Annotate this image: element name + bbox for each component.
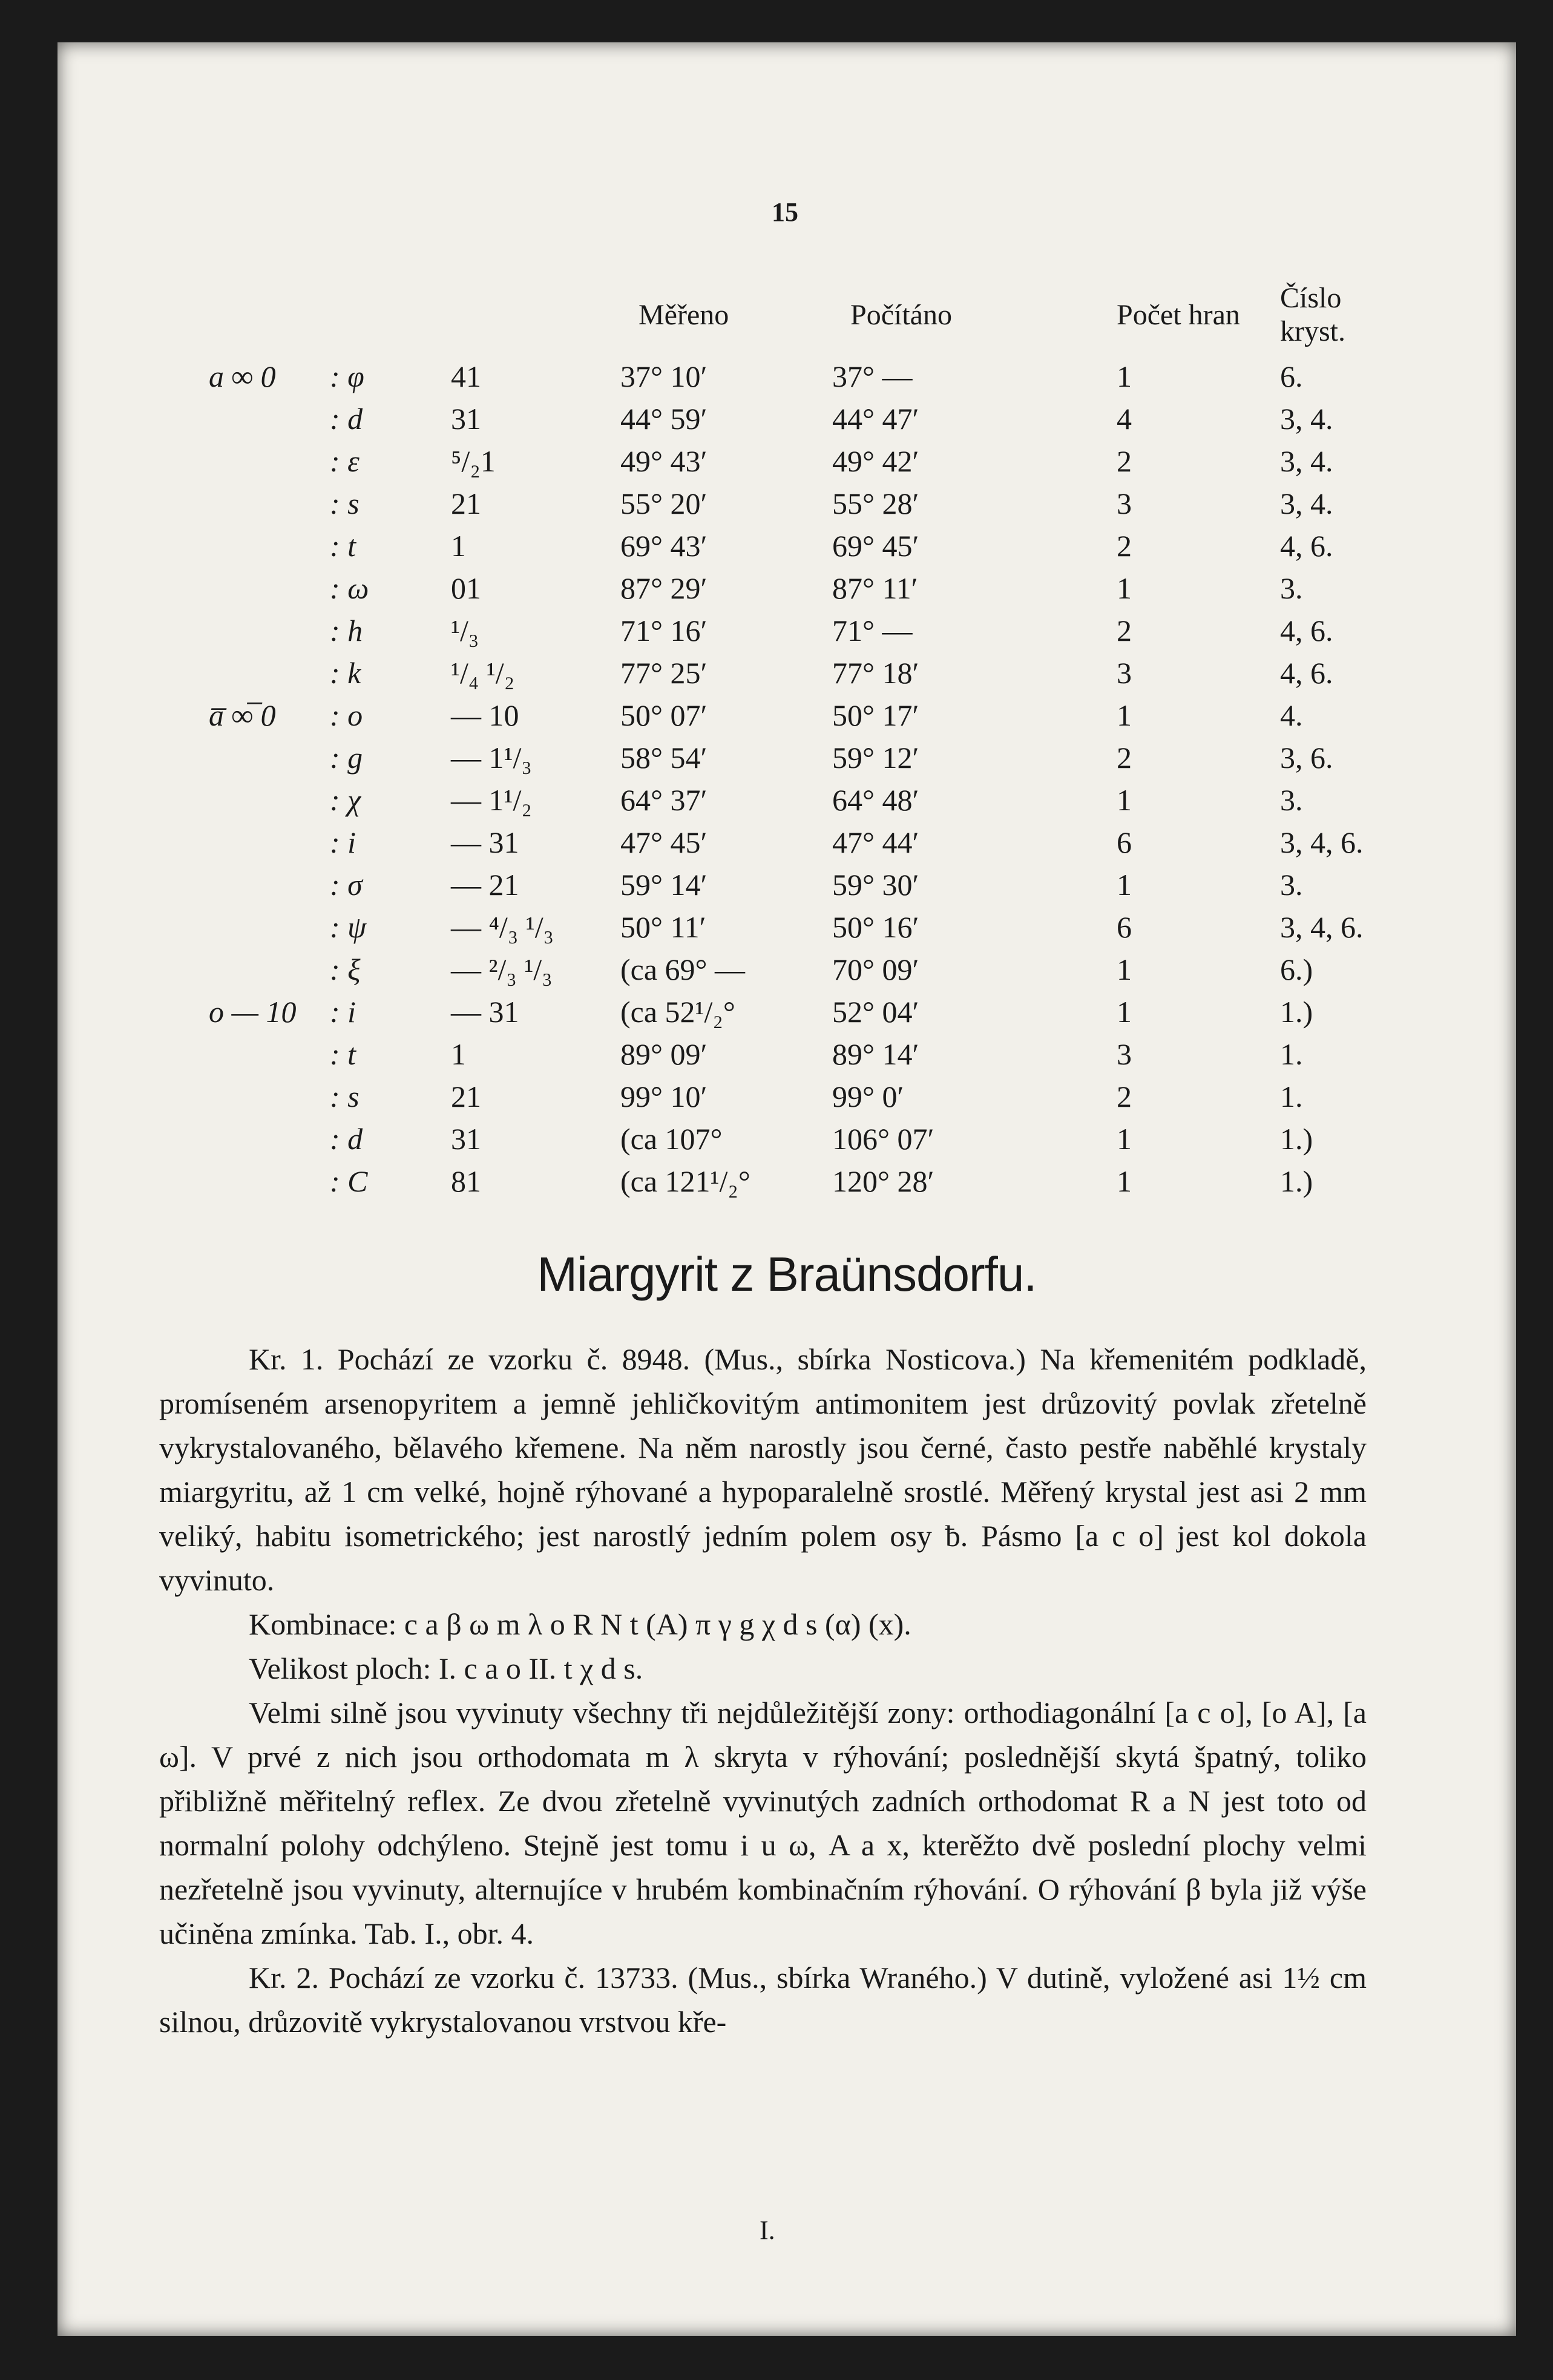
cell-symbol: — 31 xyxy=(451,995,519,1029)
cell-crystal: 3, 6. xyxy=(1280,741,1333,775)
body-text xyxy=(159,1337,1367,2044)
table-row xyxy=(209,948,1413,991)
cell-edges: 2 xyxy=(1117,741,1132,775)
cell-measured: 55° 20′ xyxy=(620,487,708,520)
cell-zone xyxy=(209,906,330,948)
cell-zone xyxy=(209,864,330,906)
cell-computed: 52° 04′ xyxy=(832,995,919,1029)
table-row xyxy=(209,694,1413,736)
cell-symbol: 1 xyxy=(451,1037,466,1071)
cell-edges: 3 xyxy=(1117,487,1132,520)
cell-zone: o — 10 xyxy=(209,995,297,1029)
cell-face: : s xyxy=(330,487,360,520)
cell-edges: 3 xyxy=(1117,656,1132,690)
cell-computed: 87° 11′ xyxy=(832,571,918,605)
cell-measured: (ca 52¹/₂° xyxy=(620,995,735,1029)
cell-computed: 44° 47′ xyxy=(832,402,919,436)
page-number: 15 xyxy=(772,197,798,227)
table-row xyxy=(209,1160,1413,1202)
cell-zone: a ∞ 0 xyxy=(209,359,276,393)
cell-face: : σ xyxy=(330,868,363,902)
cell-symbol: ¹/₃ xyxy=(451,614,479,647)
header-measured: Měřeno xyxy=(639,298,729,331)
table-row xyxy=(209,567,1413,609)
header-edges: Počet hran xyxy=(1117,298,1240,331)
table-row xyxy=(209,482,1413,525)
table-body xyxy=(209,355,1413,1202)
cell-computed: 49° 42′ xyxy=(832,444,919,478)
cell-crystal: 4. xyxy=(1280,698,1303,732)
cell-measured: 59° 14′ xyxy=(620,868,708,902)
cell-zone xyxy=(209,652,330,694)
cell-face: : φ xyxy=(330,359,364,393)
cell-face: : k xyxy=(330,656,361,690)
table-row xyxy=(209,991,1413,1033)
cell-zone xyxy=(209,736,330,779)
cell-crystal: 6.) xyxy=(1280,952,1313,986)
cell-edges: 1 xyxy=(1117,571,1132,605)
cell-symbol: 21 xyxy=(451,487,481,520)
cell-computed: 50° 17′ xyxy=(832,698,919,732)
cell-symbol: — 21 xyxy=(451,868,519,902)
cell-edges: 1 xyxy=(1117,952,1132,986)
cell-measured: 47° 45′ xyxy=(620,825,708,859)
cell-crystal: 3. xyxy=(1280,571,1303,605)
table-row xyxy=(209,609,1413,652)
cell-face: : χ xyxy=(330,783,361,817)
cell-zone: a̅ ∞̅ 0 xyxy=(209,698,276,732)
table-row xyxy=(209,864,1413,906)
cell-symbol: — 1¹/₃ xyxy=(451,741,532,775)
table-row xyxy=(209,1033,1413,1075)
cell-edges: 1 xyxy=(1117,1164,1132,1198)
cell-computed: 99° 0′ xyxy=(832,1080,904,1113)
cell-zone xyxy=(209,1160,330,1202)
signature-mark: I. xyxy=(760,2215,775,2245)
cell-zone xyxy=(209,1118,330,1160)
cell-computed: 55° 28′ xyxy=(832,487,919,520)
cell-face: : ψ xyxy=(330,910,367,944)
cell-computed: 50° 16′ xyxy=(832,910,919,944)
cell-edges: 6 xyxy=(1117,910,1132,944)
cell-symbol: ⁵/₂1 xyxy=(451,444,496,478)
cell-symbol: ¹/₄ ¹/₂ xyxy=(451,656,515,690)
cell-crystal: 4, 6. xyxy=(1280,529,1333,563)
cell-edges: 2 xyxy=(1117,614,1132,647)
cell-edges: 1 xyxy=(1117,868,1132,902)
table-row xyxy=(209,440,1413,482)
table-row xyxy=(209,779,1413,821)
cell-symbol: 31 xyxy=(451,1122,481,1156)
cell-zone xyxy=(209,567,330,609)
cell-crystal: 3, 4, 6. xyxy=(1280,825,1364,859)
cell-zone xyxy=(209,1075,330,1118)
header-crystal: Číslo kryst. xyxy=(1280,282,1345,347)
cell-zone xyxy=(209,948,330,991)
cell-face: : i xyxy=(330,995,356,1029)
cell-measured: (ca 121¹/₂° xyxy=(620,1164,750,1198)
cell-computed: 47° 44′ xyxy=(832,825,919,859)
cell-edges: 1 xyxy=(1117,1122,1132,1156)
table-header-row xyxy=(209,281,1413,355)
table-row xyxy=(209,398,1413,440)
cell-measured: 37° 10′ xyxy=(620,359,708,393)
cell-measured: 89° 09′ xyxy=(620,1037,708,1071)
cell-zone xyxy=(209,1033,330,1075)
cell-computed: 59° 12′ xyxy=(832,741,919,775)
cell-measured: 44° 59′ xyxy=(620,402,708,436)
cell-computed: 70° 09′ xyxy=(832,952,919,986)
table-row xyxy=(209,1118,1413,1160)
cell-face: : ξ xyxy=(330,952,361,986)
cell-symbol: — ²/₃ ¹/₃ xyxy=(451,952,553,986)
cell-computed: 77° 18′ xyxy=(832,656,919,690)
cell-computed: 120° 28′ xyxy=(832,1164,934,1198)
cell-face: : C xyxy=(330,1164,368,1198)
cell-symbol: — 31 xyxy=(451,825,519,859)
paragraph-3: Velikost ploch: I. c a o II. t χ d s. xyxy=(249,1651,643,1685)
cell-crystal: 3, 4, 6. xyxy=(1280,910,1364,944)
cell-symbol: — 10 xyxy=(451,698,519,732)
cell-measured: 50° 11′ xyxy=(620,910,706,944)
cell-zone xyxy=(209,779,330,821)
cell-edges: 1 xyxy=(1117,995,1132,1029)
cell-symbol: 41 xyxy=(451,359,481,393)
cell-face: : s xyxy=(330,1080,360,1113)
cell-symbol: — ⁴/₃ ¹/₃ xyxy=(451,910,554,944)
cell-measured: 99° 10′ xyxy=(620,1080,708,1113)
cell-face: : d xyxy=(330,1122,363,1156)
paragraph-1: Kr. 1. Pochází ze vzorku č. 8948. (Mus., sbírka Nosticova.) Na křemenitém podkladě, promíseném arsenopyritem a jemně jehličkovitým antimonitem jest drůzovitý povlak zřetelně vykrystalovaného, bělavého křemene. Na něm narostly jsou černé, často pestře naběhlé krystaly miargyritu, až 1 cm velké, hojně rýhované a hypoparalelně srostlé. Měřený krystal jest asi 2 mm veliký, habitu isometrického; jest narostlý jedním polem osy ƀ. Pásmo [a c o] jest kol dokola vyvinuto. xyxy=(159,1342,1367,1597)
cell-zone xyxy=(209,525,330,567)
measurement-table xyxy=(209,281,1413,1202)
cell-computed: 106° 07′ xyxy=(832,1122,934,1156)
cell-crystal: 1. xyxy=(1280,1080,1303,1113)
header-symbol xyxy=(451,281,620,355)
cell-computed: 71° — xyxy=(832,614,913,647)
cell-edges: 1 xyxy=(1117,783,1132,817)
cell-edges: 6 xyxy=(1117,825,1132,859)
cell-edges: 1 xyxy=(1117,359,1132,393)
cell-crystal: 4, 6. xyxy=(1280,614,1333,647)
table-row xyxy=(209,821,1413,864)
cell-face: : ε xyxy=(330,444,360,478)
cell-face: : ω xyxy=(330,571,369,605)
table-row xyxy=(209,525,1413,567)
cell-face: : h xyxy=(330,614,363,647)
cell-face: : g xyxy=(330,741,363,775)
cell-zone xyxy=(209,398,330,440)
cell-measured: (ca 69° — xyxy=(620,952,746,986)
cell-face: : o xyxy=(330,698,363,732)
cell-symbol: 1 xyxy=(451,529,466,563)
table-row xyxy=(209,652,1413,694)
cell-symbol: — 1¹/₂ xyxy=(451,783,532,817)
cell-crystal: 3, 4. xyxy=(1280,444,1333,478)
table-row xyxy=(209,736,1413,779)
cell-crystal: 1.) xyxy=(1280,995,1313,1029)
paragraph-2: Kombinace: c a β ω m λ o R N t (A) π γ g χ d s (α) (x). xyxy=(249,1607,911,1641)
cell-symbol: 01 xyxy=(451,571,481,605)
table-row xyxy=(209,355,1413,398)
cell-zone xyxy=(209,482,330,525)
cell-crystal: 1. xyxy=(1280,1037,1303,1071)
cell-edges: 3 xyxy=(1117,1037,1132,1071)
cell-symbol: 31 xyxy=(451,402,481,436)
cell-crystal: 3, 4. xyxy=(1280,487,1333,520)
book-page xyxy=(57,42,1516,2336)
cell-computed: 89° 14′ xyxy=(832,1037,919,1071)
header-zone xyxy=(209,281,330,355)
cell-edges: 4 xyxy=(1117,402,1132,436)
cell-symbol: 21 xyxy=(451,1080,481,1113)
cell-zone xyxy=(209,821,330,864)
cell-measured: 50° 07′ xyxy=(620,698,708,732)
cell-edges: 2 xyxy=(1117,529,1132,563)
section-title: Miargyrit z Braünsdorfu. xyxy=(537,1247,1037,1301)
table-row xyxy=(209,1075,1413,1118)
header-face xyxy=(330,281,451,355)
cell-edges: 1 xyxy=(1117,698,1132,732)
cell-measured: 69° 43′ xyxy=(620,529,708,563)
paragraph-4: Velmi silně jsou vyvinuty všechny tři nejdůležitější zony: orthodiagonální [a c o], [o A], [a ω]. V prvé z nich jsou orthodomata m λ skryta v rýhování; poslednější skytá špatný, toliko přibližně měřitelný reflex. Ze dvou zřetelně vyvinutých zadních orthodomat R a N jest toto od normalní polohy odchýleno. Stejně jest tomu i u ω, A a x, kterěžto dvě poslední plochy velmi nezřetelně jsou vyvinuty, alternujíce v hrubém kombinačním rýhování. O rýhování β byla již výše učiněna zmínka. Tab. I., obr. 4. xyxy=(159,1696,1367,1950)
cell-crystal: 3. xyxy=(1280,868,1303,902)
cell-measured: 77° 25′ xyxy=(620,656,708,690)
cell-computed: 37° — xyxy=(832,359,913,393)
cell-face: : d xyxy=(330,402,363,436)
cell-edges: 2 xyxy=(1117,1080,1132,1113)
cell-measured: 87° 29′ xyxy=(620,571,708,605)
cell-computed: 59° 30′ xyxy=(832,868,919,902)
cell-face: : t xyxy=(330,529,356,563)
table-row xyxy=(209,906,1413,948)
cell-crystal: 3. xyxy=(1280,783,1303,817)
cell-crystal: 6. xyxy=(1280,359,1303,393)
cell-zone xyxy=(209,609,330,652)
cell-face: : i xyxy=(330,825,356,859)
cell-zone xyxy=(209,440,330,482)
cell-measured: 49° 43′ xyxy=(620,444,708,478)
cell-crystal: 1.) xyxy=(1280,1122,1313,1156)
cell-measured: 71° 16′ xyxy=(620,614,708,647)
paragraph-5: Kr. 2. Pochází ze vzorku č. 13733. (Mus., sbírka Wraného.) V dutině, vyložené asi 1½ cm silnou, drůzovitě vykrystalovanou vrstvou kře- xyxy=(159,1961,1367,2039)
cell-symbol: 81 xyxy=(451,1164,481,1198)
cell-crystal: 3, 4. xyxy=(1280,402,1333,436)
cell-measured: (ca 107° xyxy=(620,1122,723,1156)
cell-edges: 2 xyxy=(1117,444,1132,478)
header-computed: Počítáno xyxy=(850,298,952,331)
cell-measured: 58° 54′ xyxy=(620,741,708,775)
cell-crystal: 1.) xyxy=(1280,1164,1313,1198)
cell-computed: 69° 45′ xyxy=(832,529,919,563)
cell-crystal: 4, 6. xyxy=(1280,656,1333,690)
cell-computed: 64° 48′ xyxy=(832,783,919,817)
cell-face: : t xyxy=(330,1037,356,1071)
cell-measured: 64° 37′ xyxy=(620,783,708,817)
